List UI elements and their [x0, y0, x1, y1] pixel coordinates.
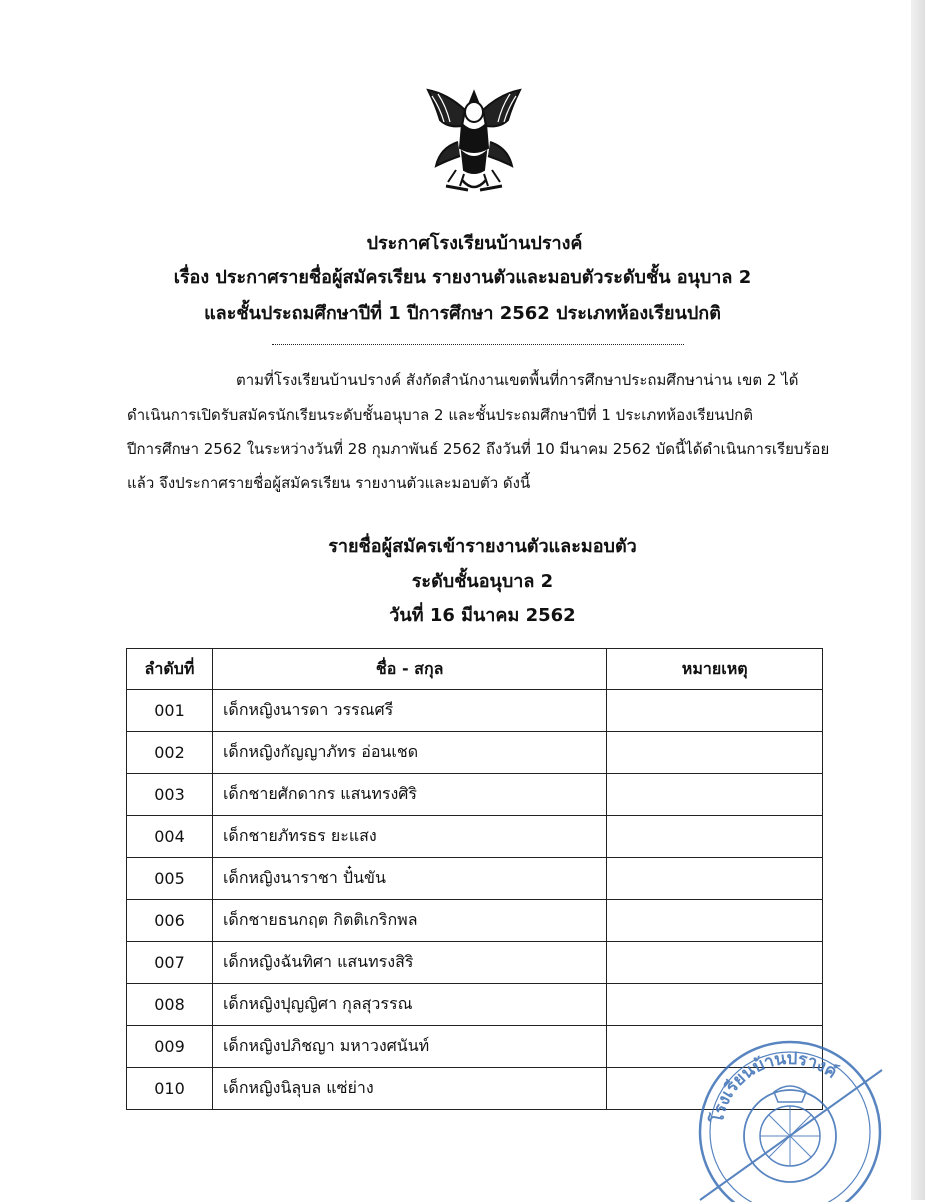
row-order: 007 — [127, 942, 213, 984]
row-name: เด็กหญิงปภิชญา มหาวงศนันท์ — [212, 1026, 606, 1068]
garuda-emblem-icon — [418, 86, 530, 196]
row-remark — [607, 732, 823, 774]
list-level: ระดับชั้นอนุบาล 2 — [411, 571, 554, 592]
row-remark — [607, 774, 823, 816]
body-paragraph-line-1: ตามที่โรงเรียนบ้านปรางค์ สังกัดสำนักงานเขตพื้นที่การศึกษาประถมศึกษาน่าน เขต 2 ได้ — [236, 371, 799, 389]
table-row — [127, 858, 823, 900]
list-title: รายชื่อผู้สมัครเข้ารายงานตัวและมอบตัว — [328, 536, 637, 557]
announcement-title: ประกาศโรงเรียนบ้านปรางค์ — [366, 233, 583, 254]
header-order: ลำดับที่ — [127, 649, 213, 690]
table-header-row — [127, 649, 823, 690]
row-order: 009 — [127, 1026, 213, 1068]
row-remark — [607, 942, 823, 984]
table-row — [127, 984, 823, 1026]
table-row — [127, 690, 823, 732]
table-row — [127, 816, 823, 858]
row-remark — [607, 858, 823, 900]
announcement-subject-cont: และชั้นประถมศึกษาปีที่ 1 ปีการศึกษา 2562 ประเภทห้องเรียนปกติ — [204, 303, 721, 324]
dotted-divider — [272, 336, 684, 345]
table-row — [127, 942, 823, 984]
row-order: 001 — [127, 690, 213, 732]
row-name: เด็กหญิงนิลุบล แซ่ย่าง — [212, 1068, 606, 1110]
list-date: วันที่ 16 มีนาคม 2562 — [389, 605, 576, 626]
row-name: เด็กหญิงนาราชา ปั๋นขัน — [212, 858, 606, 900]
row-order: 010 — [127, 1068, 213, 1110]
row-order: 005 — [127, 858, 213, 900]
stamp-text: โรงเรียนบ้านปรางค์ — [707, 1048, 841, 1125]
header-name: ชื่อ - สกุล — [212, 649, 606, 690]
table-row — [127, 732, 823, 774]
body-paragraph-line-4: แล้ว จึงประกาศรายชื่อผู้สมัครเรียน รายงานตัวและมอบตัว ดังนี้ — [127, 474, 531, 492]
table-row — [127, 774, 823, 816]
row-remark — [607, 816, 823, 858]
row-order: 008 — [127, 984, 213, 1026]
table-row — [127, 900, 823, 942]
row-remark — [607, 900, 823, 942]
row-name: เด็กชายภัทรธร ยะแสง — [212, 816, 606, 858]
header-remark: หมายเหตุ — [607, 649, 823, 690]
row-name: เด็กหญิงฉันทิศา แสนทรงสิริ — [212, 942, 606, 984]
row-name: เด็กหญิงปุญญิศา กุลสุวรรณ — [212, 984, 606, 1026]
school-seal-stamp-icon — [692, 1032, 888, 1202]
row-name: เด็กหญิงกัญญาภัทร อ่อนเชด — [212, 732, 606, 774]
row-name: เด็กชายศักดากร แสนทรงศิริ — [212, 774, 606, 816]
row-order: 006 — [127, 900, 213, 942]
row-remark — [607, 984, 823, 1026]
body-paragraph-line-2: ดำเนินการเปิดรับสมัครนักเรียนระดับชั้นอนุบาล 2 และชั้นประถมศึกษาปีที่ 1 ประเภทห้องเรียนปกติ — [127, 406, 754, 424]
row-remark — [607, 690, 823, 732]
row-name: เด็กหญิงนารดา วรรณศรี — [212, 690, 606, 732]
announcement-subject: เรื่อง ประกาศรายชื่อผู้สมัครเรียน รายงานตัวและมอบตัวระดับชั้น อนุบาล 2 — [173, 267, 752, 288]
row-order: 004 — [127, 816, 213, 858]
row-name: เด็กชายธนกฤต กิตติเกริกพล — [212, 900, 606, 942]
body-paragraph-line-3: ปีการศึกษา 2562 ในระหว่างวันที่ 28 กุมภาพันธ์ 2562 ถึงวันที่ 10 มีนาคม 2562 บัดนี้ได้ดำเนินการเรียบร้อย — [127, 440, 830, 458]
row-order: 002 — [127, 732, 213, 774]
row-order: 003 — [127, 774, 213, 816]
